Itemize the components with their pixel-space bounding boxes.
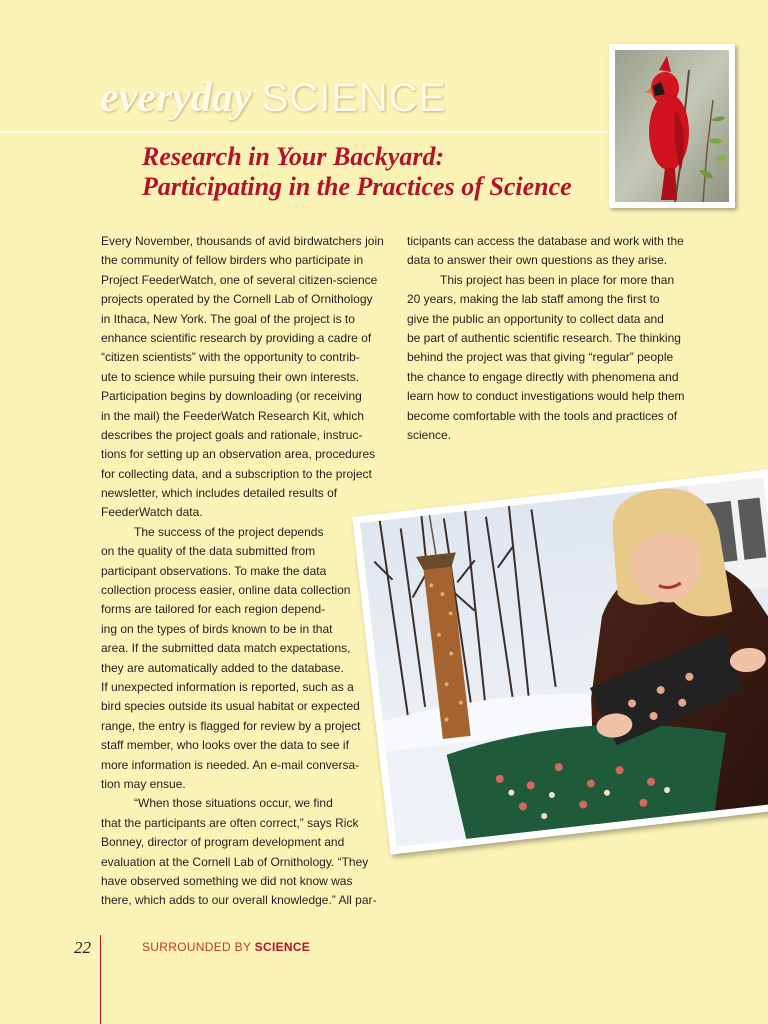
text-line: be part of authentic scientific research. The thinking (407, 330, 681, 345)
text-line: there, which adds to our overall knowledge.” All par- (101, 893, 377, 908)
header-rule (0, 131, 612, 133)
section-title-italic: everyday (100, 75, 252, 121)
text-line: This project has been in place for more than (440, 272, 675, 287)
feeder-photo-image (360, 477, 768, 847)
text-line: staff member, who looks over the data to see if (101, 738, 349, 753)
page-number: 22 (74, 938, 91, 957)
article-title-line-1: Research in Your Backyard: (142, 142, 445, 171)
text-line: ute to science while pursuing their own interests. (101, 369, 360, 384)
article-column-left (101, 232, 386, 911)
section-title (100, 74, 446, 122)
feeder-photo (352, 469, 768, 854)
text-line: behind the project was that giving “regular” people (407, 350, 674, 365)
text-line: learn how to conduct investigations would help them (407, 389, 685, 404)
text-line: describes the project goals and rationale, instruc- (101, 427, 363, 442)
article-title-line-2: Participating in the Practices of Science (142, 172, 572, 201)
text-line: Bonney, director of program development and (101, 835, 345, 850)
cardinal-photo (609, 44, 735, 208)
text-line: in Ithaca, New York. The goal of the project is to (101, 311, 355, 326)
text-line: “citizen scientists” with the opportunity to contrib- (101, 350, 360, 365)
text-line: for collecting data, and a subscription to the project (101, 466, 372, 481)
text-line: more information is needed. An e-mail conversa- (101, 757, 360, 772)
article-title (142, 142, 612, 202)
text-line: tion may ensue. (101, 776, 186, 791)
text-line: area. If the submitted data match expectations, (101, 641, 351, 656)
text-line: they are automatically added to the database. (101, 660, 344, 675)
text-line: become comfortable with the tools and practices of (407, 408, 678, 423)
text-line: Every November, thousands of avid birdwatchers join (101, 234, 384, 248)
text-line: FeederWatch data. (101, 505, 203, 520)
text-line: ticipants can access the database and work with the (407, 234, 684, 248)
text-line: have observed something we did not know was (101, 873, 353, 888)
text-line: Project FeederWatch, one of several citizen-science (101, 272, 378, 287)
publication-name-bold: SCIENCE (254, 940, 311, 954)
text-line: on the quality of the data submitted from (101, 544, 316, 559)
text-line: evaluation at the Cornell Lab of Ornithology. “They (101, 854, 369, 869)
text-line: 20 years, making the lab staff among the first to (407, 292, 660, 307)
text-line: data to answer their own questions as they arise. (407, 253, 668, 268)
text-line: bird species outside its usual habitat or expected (101, 699, 360, 714)
text-line: The success of the project depends (134, 524, 324, 539)
text-line: enhance scientific research by providing a cadre of (101, 330, 372, 345)
publication-name-prefix: SURROUNDED BY (142, 940, 255, 954)
text-line: newsletter, which includes detailed results of (101, 486, 338, 501)
publication-name (142, 940, 310, 954)
text-line: ing on the types of birds known to be in that (101, 621, 333, 636)
article-column-right (407, 232, 697, 445)
text-line: the community of fellow birders who participate in (101, 253, 364, 268)
text-line: Participation begins by downloading (or receiving (101, 389, 362, 404)
text-line: that the participants are often correct,” says Rick (101, 815, 359, 830)
text-line: in the mail) the FeederWatch Research Kit, which (101, 408, 364, 423)
text-line: collection process easier, online data collection (101, 583, 351, 598)
text-line: forms are tailored for each region depend- (101, 602, 326, 617)
section-title-caps: SCIENCE (261, 76, 447, 120)
text-line: give the public an opportunity to collect data and (407, 311, 664, 326)
cardinal-photo-image (615, 50, 729, 202)
text-line: science. (407, 427, 452, 442)
text-line: tions for setting up an observation area, procedures (101, 447, 376, 462)
text-line: projects operated by the Cornell Lab of Ornithology (101, 292, 373, 307)
text-line: the chance to engage directly with phenomena and (407, 369, 679, 384)
text-line: participant observations. To make the data (101, 563, 327, 578)
text-line: range, the entry is flagged for review by a project (101, 718, 361, 733)
footer-rule (100, 935, 101, 1024)
text-line: “When those situations occur, we find (134, 796, 333, 811)
text-line: If unexpected information is reported, such as a (101, 679, 354, 694)
